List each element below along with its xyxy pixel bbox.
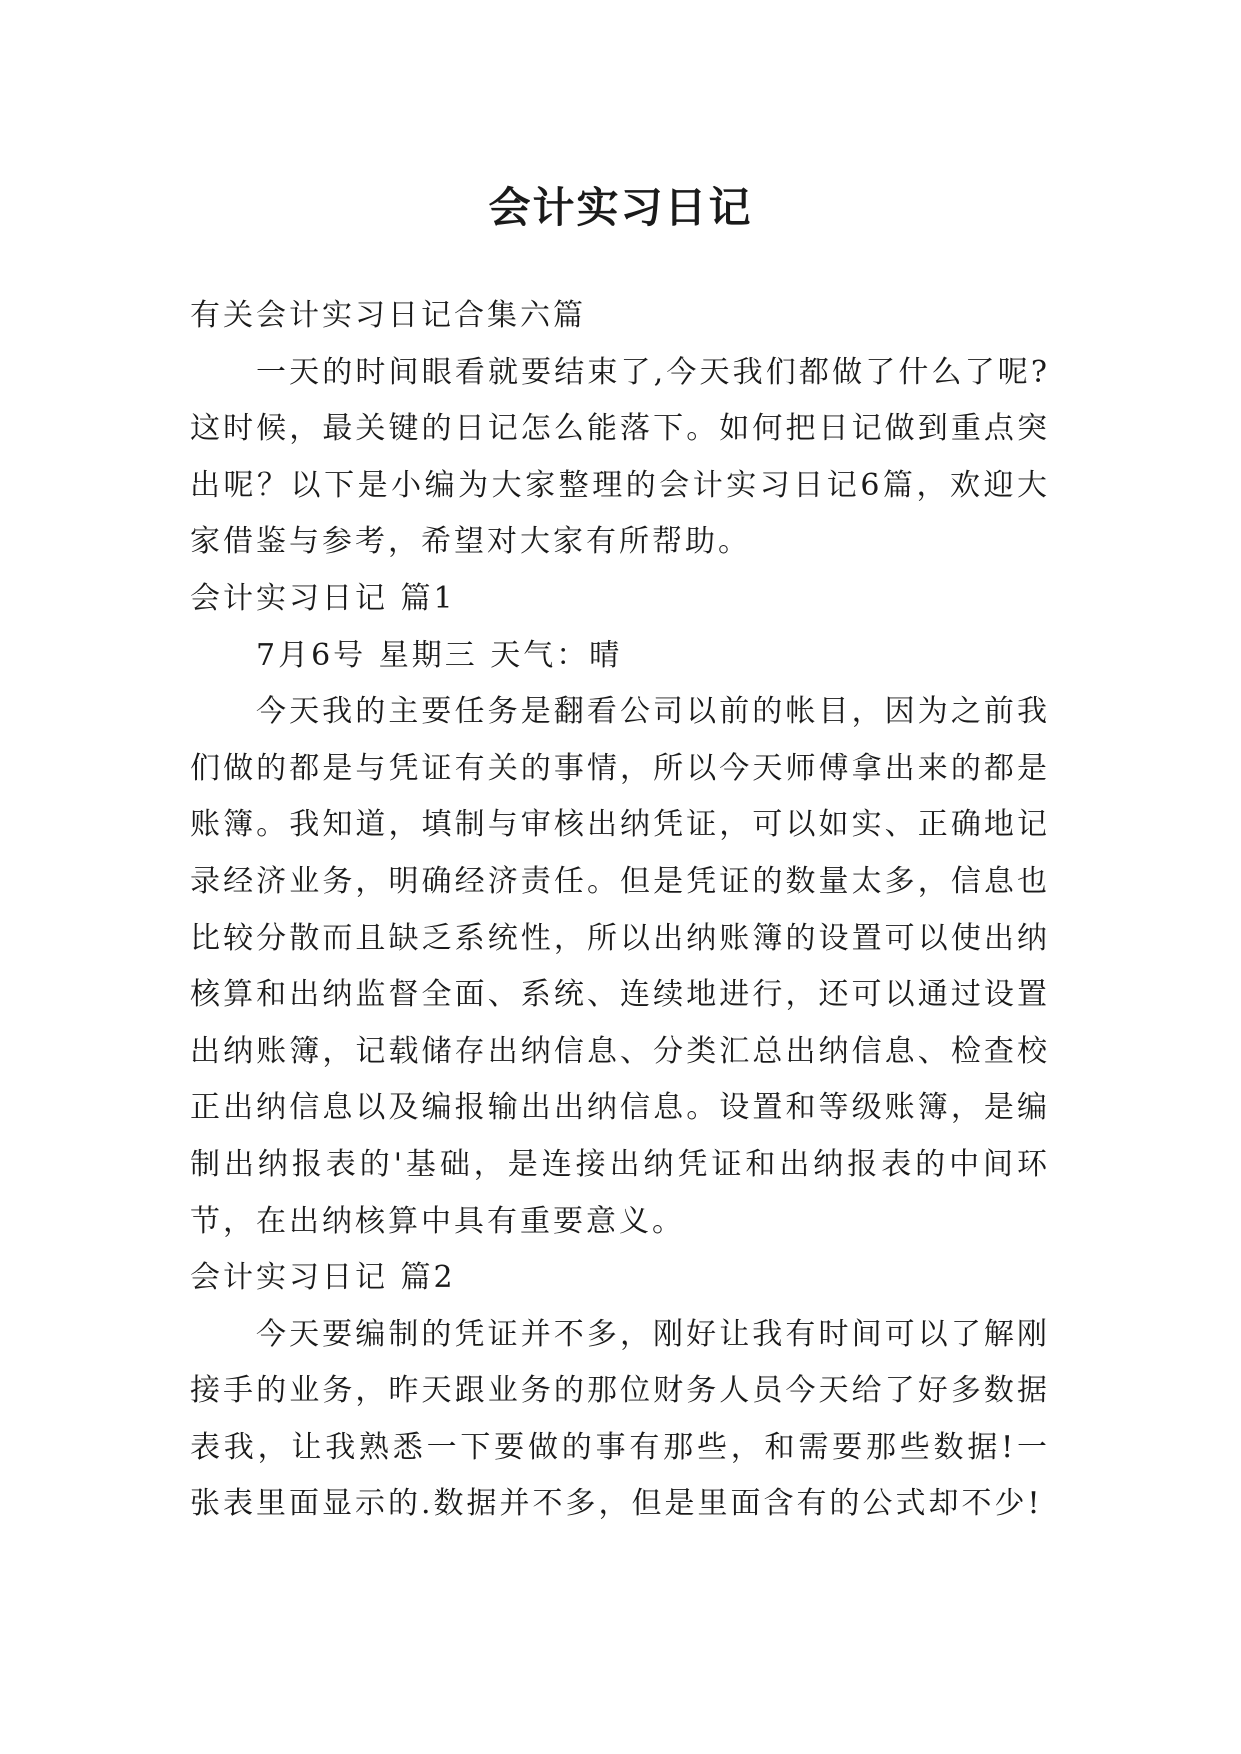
section-paragraph-2: 今天要编制的凭证并不多，刚好让我有时间可以了解刚接手的业务，昨天跟业务的那位财务人员今天给了好多数据表我，让我熟悉一下要做的事有那些，和需要那些数据!一张表里面显示的.数据并不多，但是里面含有的公式却不少! (190, 1316, 1050, 1522)
document-body (190, 288, 1050, 1533)
section-paragraph-1: 今天我的主要任务是翻看公司以前的帐目，因为之前我们做的都是与凭证有关的事情，所以今天师傅拿出来的都是账簿。我知道，填制与审核出纳凭证，可以如实、正确地记录经济业务，明确经济责任。但是凭证的数量太多，信息也比较分散而且缺乏系统性，所以出纳账簿的设置可以使出纳核算和出纳监督全面、系统、连续地进行，还可以通过设置出纳账簿，记载储存出纳信息、分类汇总出纳信息、检查校正出纳信息以及编报输出出纳信息。设置和等级账簿，是编制出纳报表的'基础，是连接出纳凭证和出纳报表的中间环节，在出纳核算中具有重要意义。 (190, 694, 1050, 1239)
document-title: 会计实习日记 (488, 183, 753, 233)
intro-paragraph: 一天的时间眼看就要结束了,今天我们都做了什么了呢?这时候，最关键的日记怎么能落下。如何把日记做到重点突出呢？以下是小编为大家整理的会计实习日记6篇，欢迎大家借鉴与参考，希望对大家有所帮助。 (190, 354, 1050, 560)
section-heading-2: 会计实习日记 篇2 (190, 1260, 456, 1296)
section-heading-1: 会计实习日记 篇1 (190, 580, 456, 616)
section-date-line-1: 7月6号 星期三 天气：晴 (256, 637, 623, 673)
document-subtitle: 有关会计实习日记合集六篇 (190, 298, 586, 333)
